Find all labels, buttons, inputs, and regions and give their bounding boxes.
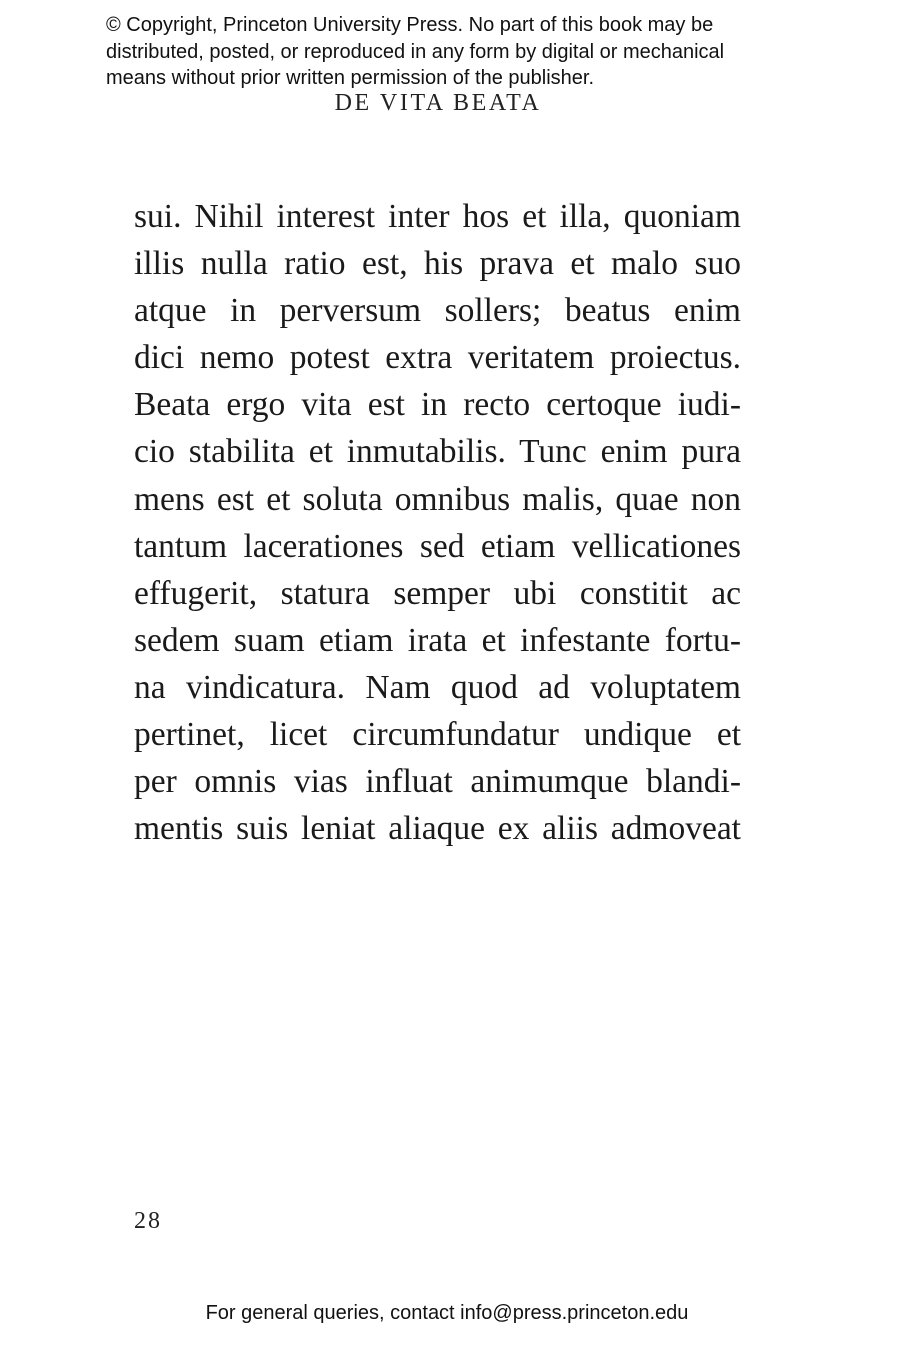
body-line-5: Beata ergo vita est in recto certoque iudi- <box>134 386 741 424</box>
copyright-line-3: means without prior written permission of the publisher. <box>106 67 595 89</box>
page-number: 28 <box>134 1208 162 1234</box>
body-line-6: cio stabilita et inmutabilis. Tunc enim pura <box>134 433 741 471</box>
footer-contact-text: For general queries, contact info@press.princeton.edu <box>205 1302 689 1324</box>
body-line-3: atque in perversum sollers; beatus enim <box>134 292 741 330</box>
body-line-4: dici nemo potest extra veritatem proiectus. <box>134 339 741 377</box>
body-line-9: effugerit, statura semper ubi constitit ac <box>134 574 741 612</box>
body-line-14: mentis suis leniat aliaque ex aliis admoveat <box>134 810 741 848</box>
running-head: DE VITA BEATA <box>334 90 542 116</box>
copyright-line-1: © Copyright, Princeton University Press. No part of this book may be <box>106 14 714 36</box>
body-line-12: pertinet, licet circumfundatur undique et <box>134 716 741 754</box>
footer-contact <box>0 1302 900 1325</box>
copyright-line-2: distributed, posted, or reproduced in any form by digital or mechanical <box>106 40 725 63</box>
body-line-13: per omnis vias influat animumque blandi- <box>134 763 741 801</box>
body-text <box>134 193 741 852</box>
body-line-2: illis nulla ratio est, his prava et malo suo <box>134 245 741 283</box>
body-line-8: tantum lacerationes sed etiam vellicationes <box>134 527 741 565</box>
body-line-7: mens est et soluta omnibus malis, quae non <box>134 480 741 518</box>
copyright-notice <box>106 12 826 92</box>
body-line-11: na vindicatura. Nam quod ad voluptatem <box>134 668 741 706</box>
body-line-1: sui. Nihil interest inter hos et illa, quoniam <box>134 198 741 235</box>
body-line-10: sedem suam etiam irata et infestante fortu- <box>134 621 741 659</box>
